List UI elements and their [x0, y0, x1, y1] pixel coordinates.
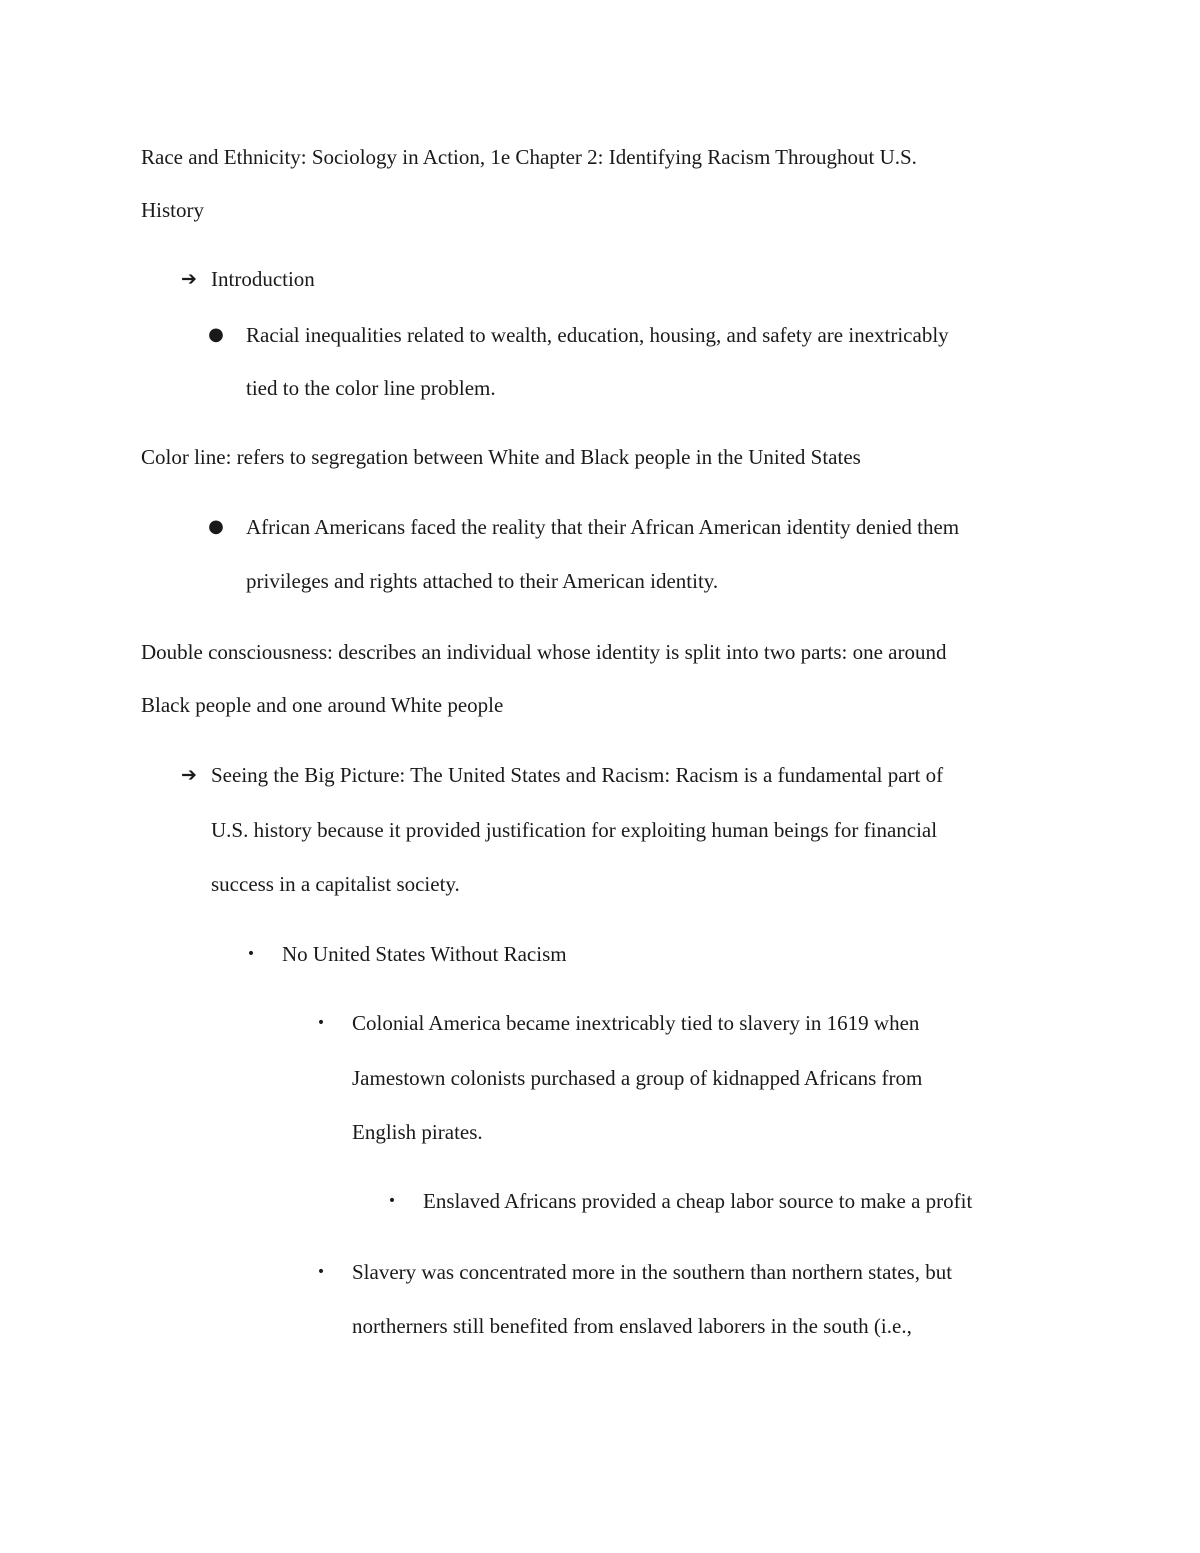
- double-consciousness-line-2: Black people and one around White people: [141, 693, 504, 717]
- double-consciousness-line-1: Double consciousness: describes an individual whose identity is split into two parts: one around: [141, 640, 947, 664]
- slavery-concentrated-line-2: northerners still benefited from enslaved laborers in the south (i.e.,: [352, 1314, 912, 1338]
- intro-heading: Introduction: [211, 267, 315, 291]
- colonial-america-line-1: Colonial America became inextricably tied to slavery in 1619 when: [352, 1011, 920, 1035]
- document-title-line-2: History: [141, 198, 204, 222]
- intro-bullet-line-2: tied to the color line problem.: [246, 376, 496, 400]
- big-picture-line-1: Seeing the Big Picture: The United States and Racism: Racism is a fundamental part of: [211, 763, 944, 787]
- colonial-america-line-2: Jamestown colonists purchased a group of kidnapped Africans from: [352, 1066, 923, 1090]
- small-bullet-icon: •: [387, 1193, 397, 1209]
- colonial-america-line-3: English pirates.: [352, 1120, 483, 1144]
- document-title-line-1: Race and Ethnicity: Sociology in Action, 1e Chapter 2: Identifying Racism Throughout U.S.: [141, 145, 917, 169]
- right-arrow-icon: ➔: [181, 268, 197, 290]
- intro-bullet-line-1: Racial inequalities related to wealth, education, housing, and safety are inextricably: [246, 323, 949, 347]
- no-us-without-racism: No United States Without Racism: [282, 942, 567, 966]
- small-bullet-icon: •: [316, 1264, 326, 1280]
- right-arrow-icon: ➔: [181, 764, 197, 786]
- big-picture-line-3: success in a capitalist society.: [211, 872, 460, 896]
- small-bullet-icon: •: [316, 1015, 326, 1031]
- solid-bullet-icon: ●: [208, 324, 224, 345]
- big-picture-line-2: U.S. history because it provided justification for exploiting human beings for financial: [211, 818, 938, 842]
- slavery-concentrated-line-1: Slavery was concentrated more in the southern than northern states, but: [352, 1260, 953, 1284]
- enslaved-africans: Enslaved Africans provided a cheap labor source to make a profit: [423, 1189, 973, 1213]
- african-americans-bullet-line-1: African Americans faced the reality that their African American identity denied them: [246, 515, 960, 539]
- color-line-definition: Color line: refers to segregation between White and Black people in the United States: [141, 445, 861, 469]
- african-americans-bullet-line-2: privileges and rights attached to their American identity.: [246, 569, 719, 593]
- solid-bullet-icon: ●: [208, 516, 224, 537]
- small-bullet-icon: •: [246, 946, 256, 962]
